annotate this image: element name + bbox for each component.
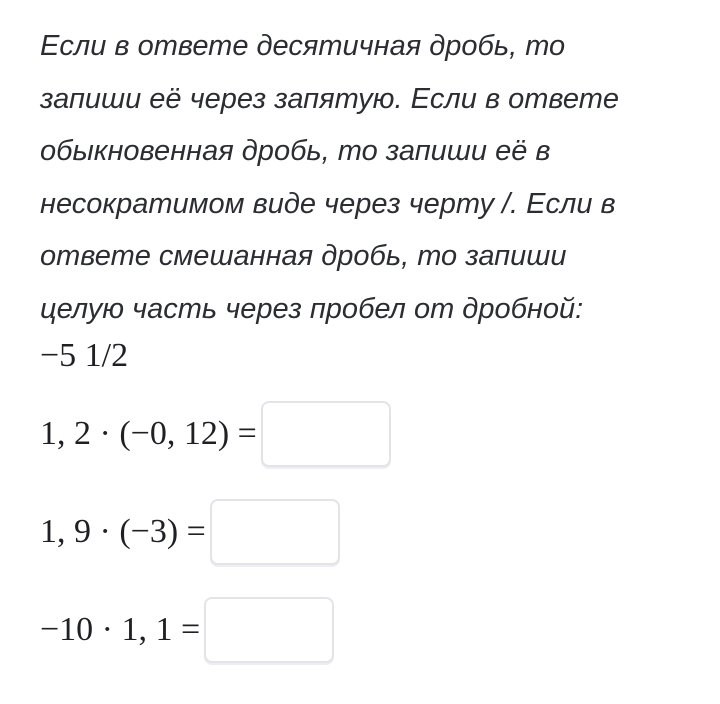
instruction-line: Если в ответе десятичная дробь, то bbox=[40, 30, 566, 62]
equation-expression: −10 · 1, 1 = bbox=[40, 611, 201, 648]
instruction-line: обыкновенная дробь, то запиши её в bbox=[40, 135, 551, 167]
mixed-fraction-example: −5 1/2 bbox=[40, 337, 129, 374]
instruction-line: ответе смешанная дробь, то запиши bbox=[40, 240, 567, 272]
answer-input[interactable] bbox=[210, 499, 340, 565]
answer-input[interactable] bbox=[204, 597, 334, 663]
equation-expression: 1, 2 · (−0, 12) = bbox=[40, 415, 257, 452]
instruction-line: несократимом виде через черту /. Если в bbox=[40, 187, 616, 220]
answer-input[interactable] bbox=[261, 401, 391, 467]
instruction-line: запиши её через запятую. Если в ответе bbox=[40, 82, 620, 115]
equation-row bbox=[40, 499, 340, 565]
equation-row bbox=[40, 597, 334, 663]
equation-row bbox=[40, 401, 391, 467]
task-instructions bbox=[40, 20, 700, 335]
equation-expression: 1, 9 · (−3) = bbox=[40, 513, 206, 550]
instruction-line: целую часть через пробел от дробной: bbox=[40, 292, 584, 325]
